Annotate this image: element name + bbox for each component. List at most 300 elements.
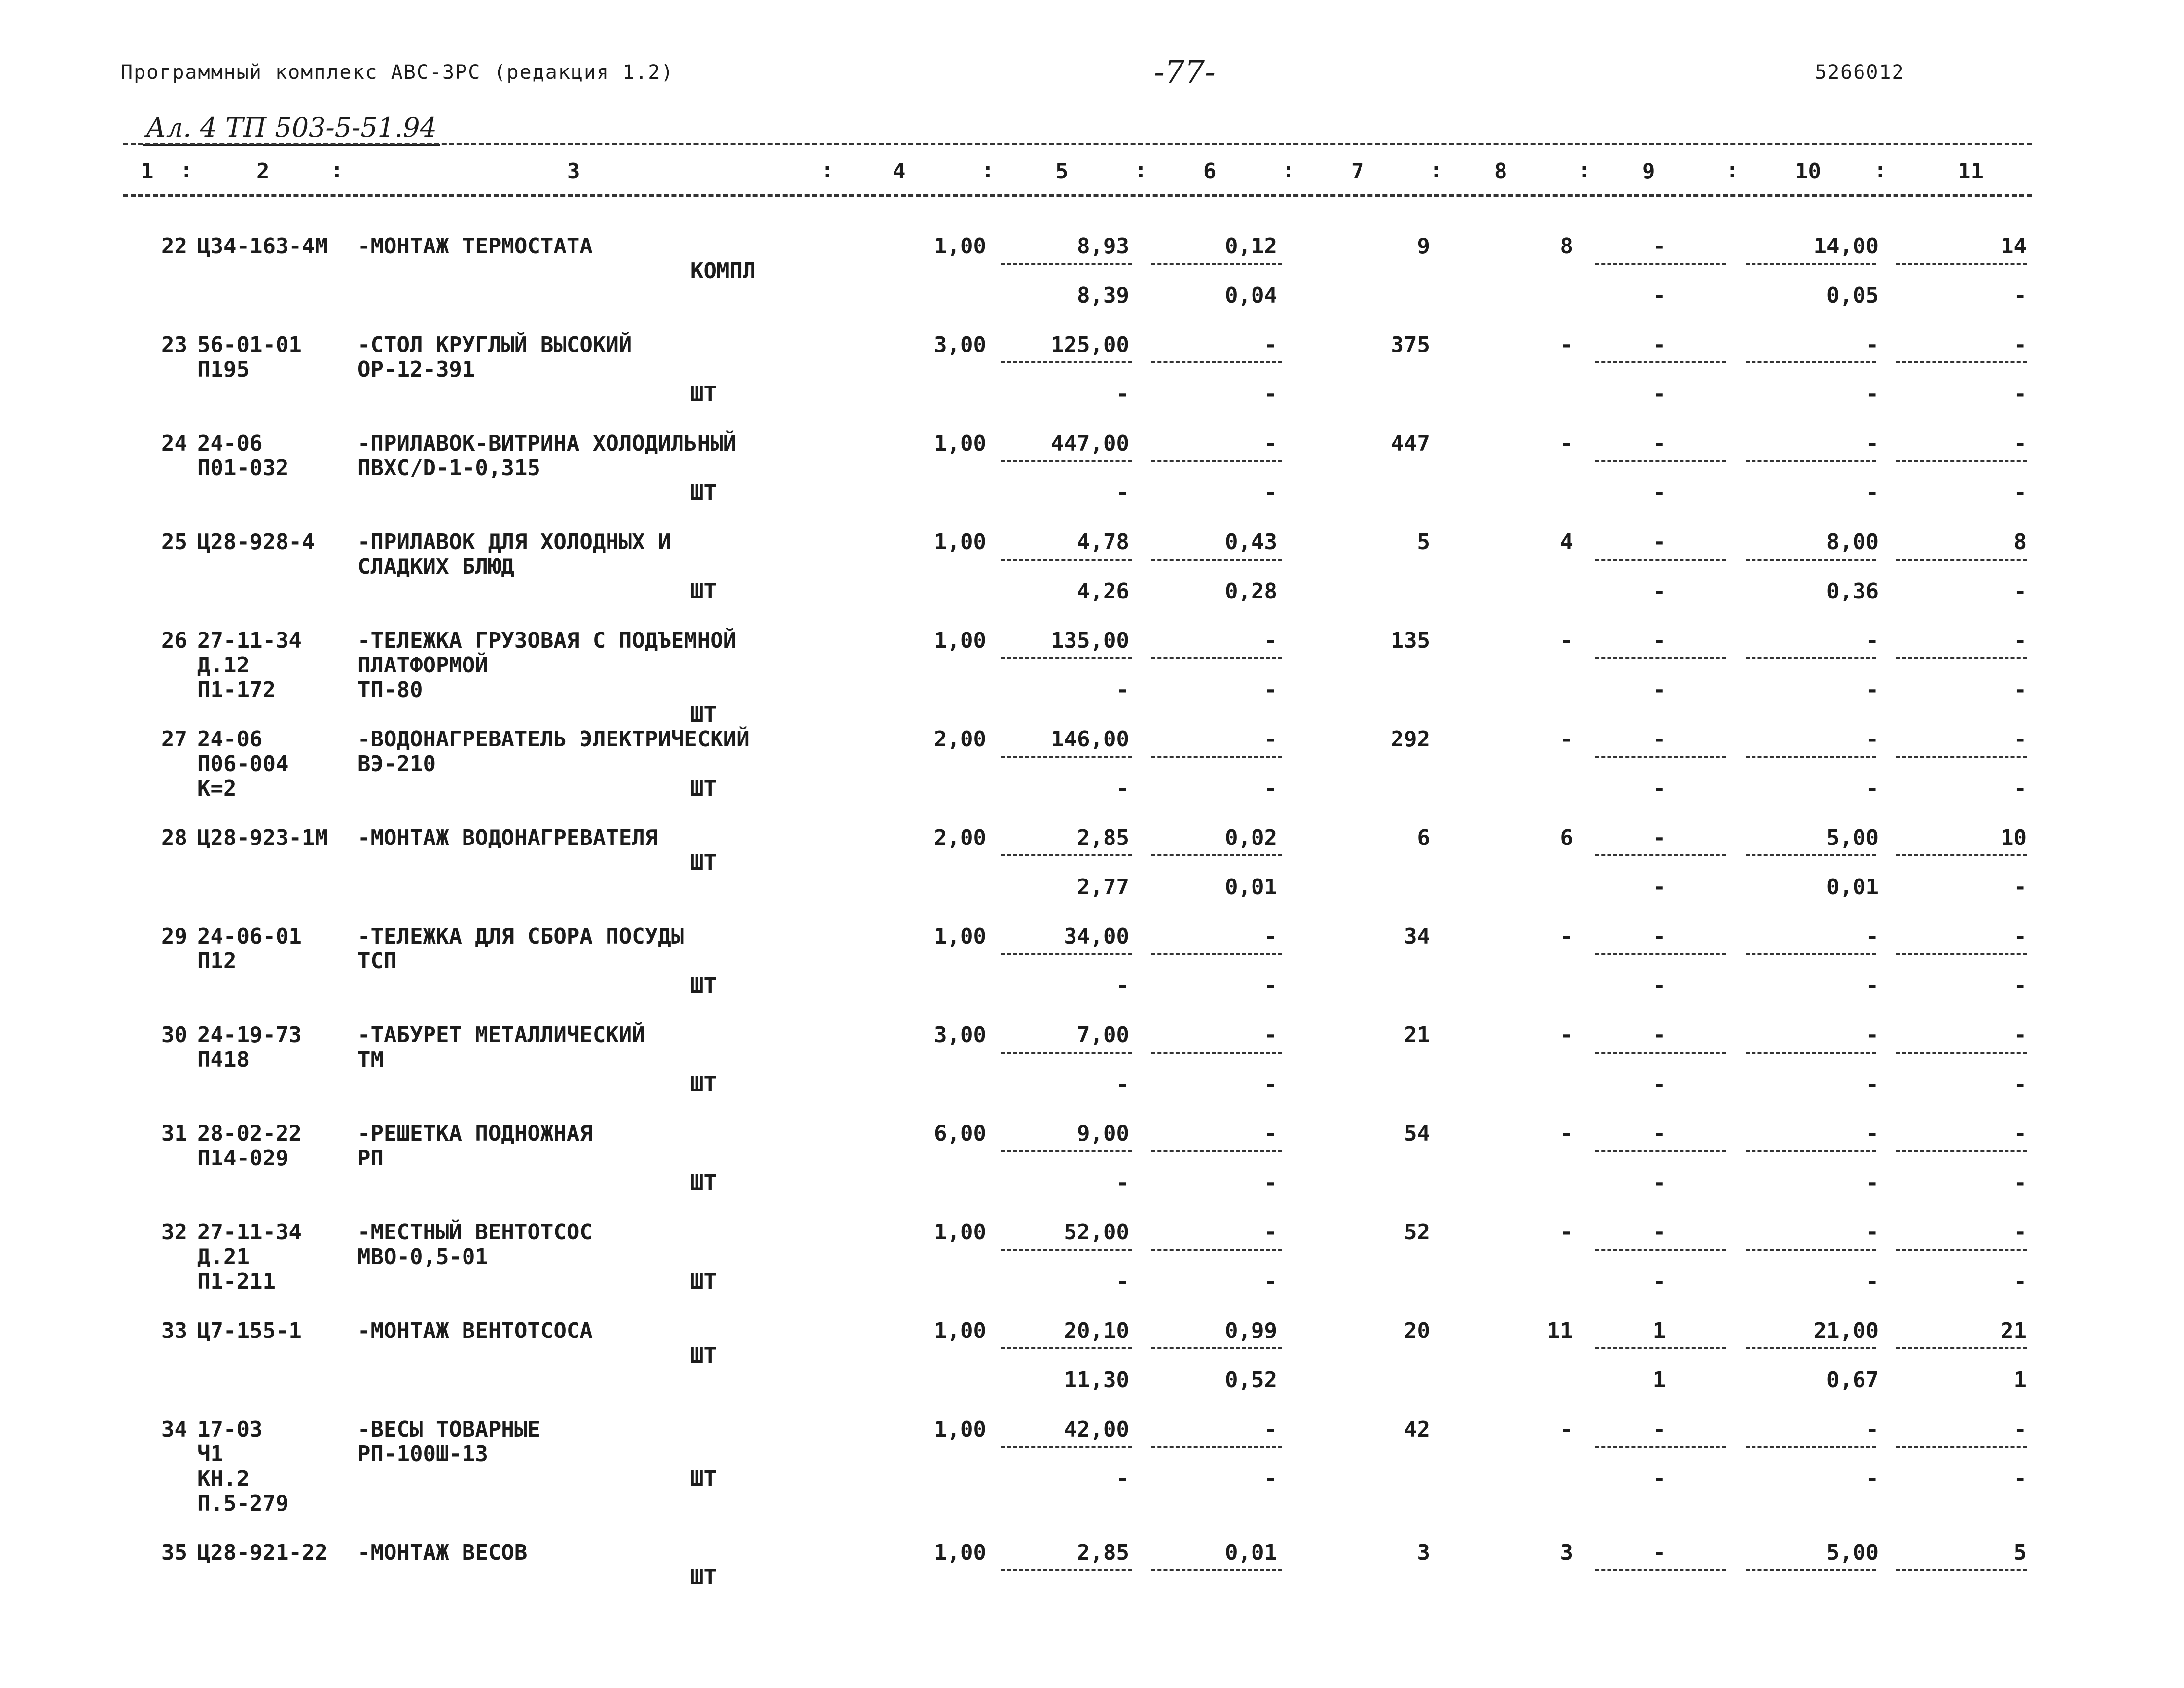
value-divider	[1595, 756, 1726, 758]
value-c10: -	[1865, 1022, 1879, 1048]
value-divider	[1151, 1569, 1282, 1571]
quantity: 3,00	[934, 1022, 986, 1048]
item-code: Ц28-921-22	[197, 1540, 328, 1565]
unit-of-measure: ШТ	[690, 776, 716, 801]
value-c5-sub: -	[1116, 382, 1129, 407]
value-c11-sub: -	[2013, 875, 2027, 900]
value-divider	[1001, 460, 1132, 462]
value-divider	[1746, 1150, 1876, 1152]
value-c5-sub: -	[1116, 480, 1129, 505]
value-c5-sub: 4,26	[1077, 579, 1129, 604]
item-code: П195	[197, 357, 250, 382]
item-name: ОР-12-391	[358, 357, 475, 382]
wage-cost: -	[1560, 1417, 1573, 1442]
total-cost: 3	[1417, 1540, 1430, 1565]
value-divider	[1595, 1569, 1726, 1571]
row-number: 24	[161, 431, 187, 456]
value-divider	[1151, 657, 1282, 659]
value-c10-sub: 0,01	[1826, 875, 1879, 900]
value-c11: -	[2013, 924, 2027, 949]
quantity: 1,00	[934, 1220, 986, 1245]
item-code: КН.2	[197, 1466, 250, 1491]
item-name: РП-100Ш-13	[358, 1442, 488, 1467]
quantity: 1,00	[934, 431, 986, 456]
quantity: 1,00	[934, 628, 986, 653]
wage-cost: -	[1560, 924, 1573, 949]
value-c6-sub: 0,04	[1225, 283, 1277, 308]
value-c10: -	[1865, 628, 1879, 653]
total-cost: 135	[1391, 628, 1430, 653]
value-c10-sub: -	[1865, 480, 1879, 505]
value-c10-sub: 0,67	[1826, 1368, 1879, 1393]
value-c5: 4,78	[1077, 529, 1129, 555]
value-c9-sub: -	[1652, 1072, 1666, 1097]
item-name: СЛАДКИХ БЛЮД	[358, 554, 514, 579]
value-c5: 52,00	[1064, 1220, 1129, 1245]
value-c10-sub: -	[1865, 973, 1879, 998]
quantity: 1,00	[934, 1318, 986, 1343]
unit-of-measure: ШТ	[690, 480, 716, 505]
quantity: 3,00	[934, 332, 986, 357]
value-c10: 5,00	[1826, 825, 1879, 850]
wage-cost: 3	[1560, 1540, 1573, 1565]
value-c10-sub: -	[1865, 1170, 1879, 1196]
value-c11: 10	[2001, 825, 2027, 850]
value-c6: -	[1264, 1417, 1277, 1442]
total-cost: 34	[1404, 924, 1430, 949]
document-code: 5266012	[1815, 61, 1905, 84]
wage-cost: -	[1560, 727, 1573, 752]
item-code: П.5-279	[197, 1491, 289, 1516]
column-header-4: 4	[893, 159, 906, 184]
value-c11-sub: -	[2013, 283, 2027, 308]
value-divider	[1151, 756, 1282, 758]
value-c11-sub: -	[2013, 1269, 2027, 1294]
value-c6: -	[1264, 628, 1277, 653]
column-separator: ∶	[1578, 159, 1591, 184]
value-divider	[1151, 361, 1282, 363]
value-c11: 8	[2013, 529, 2027, 555]
value-divider	[1595, 657, 1726, 659]
item-code: 56-01-01	[197, 332, 302, 357]
value-c5: 125,00	[1051, 332, 1129, 357]
value-c9: -	[1652, 1540, 1666, 1565]
total-cost: 42	[1404, 1417, 1430, 1442]
value-divider	[1595, 953, 1726, 955]
value-c9: -	[1652, 1121, 1666, 1146]
value-c11-sub: -	[2013, 1466, 2027, 1491]
value-divider	[1151, 953, 1282, 955]
value-c6-sub: -	[1264, 973, 1277, 998]
value-c10: 8,00	[1826, 529, 1879, 555]
value-c10: 21,00	[1813, 1318, 1879, 1343]
item-code: 17-03	[197, 1417, 263, 1442]
item-name: -ПРИЛАВОК-ВИТРИНА ХОЛОДИЛЬНЫЙ	[358, 431, 737, 456]
value-c9: -	[1652, 825, 1666, 850]
item-code: П12	[197, 949, 237, 974]
unit-of-measure: ШТ	[690, 1269, 716, 1294]
item-code: Ц28-923-1М	[197, 825, 328, 850]
total-cost: 52	[1404, 1220, 1430, 1245]
row-number: 33	[161, 1318, 187, 1343]
item-code: К=2	[197, 776, 237, 801]
item-code: Д.12	[197, 653, 250, 678]
value-divider	[1896, 460, 2027, 462]
unit-of-measure: КОМПЛ	[690, 258, 756, 283]
item-name: -ВЕСЫ ТОВАРНЫЕ	[358, 1417, 540, 1442]
value-c9-sub: 1	[1652, 1368, 1666, 1393]
value-divider	[1595, 460, 1726, 462]
item-name: -МОНТАЖ ВЕСОВ	[358, 1540, 528, 1565]
wage-cost: 6	[1560, 825, 1573, 850]
value-divider	[1001, 1249, 1132, 1251]
value-c10: -	[1865, 1220, 1879, 1245]
item-code: Ц7-155-1	[197, 1318, 302, 1343]
value-divider	[1595, 263, 1726, 265]
item-name: -МОНТАЖ ВЕНТОТСОСА	[358, 1318, 593, 1343]
item-name: ТСП	[358, 949, 397, 974]
item-name: -МОНТАЖ ТЕРМОСТАТА	[358, 234, 593, 259]
value-divider	[1001, 756, 1132, 758]
wage-cost: -	[1560, 1022, 1573, 1048]
item-name: -ТАБУРЕТ МЕТАЛЛИЧЕСКИЙ	[358, 1022, 645, 1048]
value-c10: -	[1865, 1121, 1879, 1146]
value-divider	[1151, 1150, 1282, 1152]
value-c6-sub: 0,52	[1225, 1368, 1277, 1393]
page-number: -77-	[1154, 54, 1216, 91]
quantity: 2,00	[934, 825, 986, 850]
item-code: П418	[197, 1047, 250, 1072]
wage-cost: 4	[1560, 529, 1573, 555]
value-divider	[1001, 953, 1132, 955]
value-c6-sub: -	[1264, 1170, 1277, 1196]
value-c11: 14	[2001, 234, 2027, 259]
quantity: 1,00	[934, 529, 986, 555]
value-c6: -	[1264, 1220, 1277, 1245]
value-divider	[1746, 756, 1876, 758]
value-c11-sub: 1	[2013, 1368, 2027, 1393]
item-code: 24-06-01	[197, 924, 302, 949]
value-divider	[1896, 263, 2027, 265]
value-c6: -	[1264, 431, 1277, 456]
value-c11: -	[2013, 1417, 2027, 1442]
item-code: Д.21	[197, 1244, 250, 1269]
value-divider	[1746, 1052, 1876, 1054]
row-number: 23	[161, 332, 187, 357]
value-c9-sub: -	[1652, 1170, 1666, 1196]
column-header-7: 7	[1351, 159, 1364, 184]
value-divider	[1001, 361, 1132, 363]
value-c10-sub: -	[1865, 1269, 1879, 1294]
value-c9: -	[1652, 332, 1666, 357]
column-separator: ∶	[1874, 159, 1887, 184]
item-name: -МОНТАЖ ВОДОНАГРЕВАТЕЛЯ	[358, 825, 658, 850]
value-divider	[1896, 559, 2027, 561]
column-separator: ∶	[180, 159, 193, 184]
column-header-11: 11	[1958, 159, 1984, 184]
value-c11-sub: -	[2013, 677, 2027, 703]
value-divider	[1896, 756, 2027, 758]
column-header-6: 6	[1203, 159, 1217, 184]
item-name: ТМ	[358, 1047, 384, 1072]
total-cost: 9	[1417, 234, 1430, 259]
value-c11: -	[2013, 1022, 2027, 1048]
item-name: -МЕСТНЫЙ ВЕНТОТСОС	[358, 1220, 593, 1245]
wage-cost: 11	[1547, 1318, 1573, 1343]
value-c5: 20,10	[1064, 1318, 1129, 1343]
column-separator: ∶	[821, 159, 834, 184]
value-c9: -	[1652, 1417, 1666, 1442]
quantity: 1,00	[934, 1540, 986, 1565]
album-reference: Ал. 4 ТП 503-5-51.94	[143, 111, 440, 146]
value-divider	[1595, 854, 1726, 856]
value-c5-sub: -	[1116, 1072, 1129, 1097]
value-c11: -	[2013, 332, 2027, 357]
value-c11-sub: -	[2013, 382, 2027, 407]
value-c5-sub: -	[1116, 776, 1129, 801]
column-header-1: 1	[141, 159, 154, 184]
value-c5: 146,00	[1051, 727, 1129, 752]
value-divider	[1151, 1249, 1282, 1251]
value-divider	[1896, 361, 2027, 363]
value-c5-sub: -	[1116, 1269, 1129, 1294]
value-c6: -	[1264, 1022, 1277, 1048]
value-c6: 0,43	[1225, 529, 1277, 555]
row-number: 30	[161, 1022, 187, 1048]
value-divider	[1151, 460, 1282, 462]
row-number: 25	[161, 529, 187, 555]
value-c9: -	[1652, 529, 1666, 555]
item-code: Ц28-928-4	[197, 529, 315, 555]
row-number: 28	[161, 825, 187, 850]
value-c9: -	[1652, 727, 1666, 752]
value-divider	[1896, 854, 2027, 856]
value-c6-sub: -	[1264, 480, 1277, 505]
value-c5: 42,00	[1064, 1417, 1129, 1442]
unit-of-measure: ШТ	[690, 579, 716, 604]
column-header-5: 5	[1055, 159, 1069, 184]
value-c9-sub: -	[1652, 1269, 1666, 1294]
quantity: 1,00	[934, 924, 986, 949]
column-separator: ∶	[1282, 159, 1295, 184]
unit-of-measure: ШТ	[690, 1466, 716, 1491]
item-code: П14-029	[197, 1146, 289, 1171]
header-rule-bottom	[123, 194, 2032, 197]
value-c6: 0,99	[1225, 1318, 1277, 1343]
value-c9-sub: -	[1652, 1466, 1666, 1491]
value-c10: -	[1865, 431, 1879, 456]
value-c11: -	[2013, 1121, 2027, 1146]
item-code: П06-004	[197, 751, 289, 776]
value-c9: 1	[1652, 1318, 1666, 1343]
item-code: 24-06	[197, 431, 263, 456]
value-c9: -	[1652, 234, 1666, 259]
value-c5: 8,93	[1077, 234, 1129, 259]
value-divider	[1151, 263, 1282, 265]
value-divider	[1746, 854, 1876, 856]
unit-of-measure: ШТ	[690, 382, 716, 407]
value-c11: 5	[2013, 1540, 2027, 1565]
value-c10: 14,00	[1813, 234, 1879, 259]
wage-cost: -	[1560, 1220, 1573, 1245]
item-name: -ВОДОНАГРЕВАТЕЛЬ ЭЛЕКТРИЧЕСКИЙ	[358, 727, 750, 752]
value-divider	[1001, 1347, 1132, 1349]
value-c5: 447,00	[1051, 431, 1129, 456]
value-divider	[1151, 1347, 1282, 1349]
item-name: ПЛАТФОРМОЙ	[358, 653, 488, 678]
value-divider	[1151, 1446, 1282, 1448]
value-divider	[1595, 1052, 1726, 1054]
item-name: ТП-80	[358, 677, 423, 703]
value-c9-sub: -	[1652, 875, 1666, 900]
item-name: -ТЕЛЕЖКА ГРУЗОВАЯ С ПОДЪЕМНОЙ	[358, 628, 737, 653]
value-divider	[1746, 1249, 1876, 1251]
column-separator: ∶	[981, 159, 995, 184]
wage-cost: 8	[1560, 234, 1573, 259]
value-c5-sub: -	[1116, 1170, 1129, 1196]
value-c5-sub: -	[1116, 973, 1129, 998]
value-c5-sub: 2,77	[1077, 875, 1129, 900]
value-c10: 5,00	[1826, 1540, 1879, 1565]
value-c11: -	[2013, 1220, 2027, 1245]
value-c9: -	[1652, 628, 1666, 653]
value-divider	[1001, 1052, 1132, 1054]
column-header-2: 2	[256, 159, 270, 184]
item-name: -СТОЛ КРУГЛЫЙ ВЫСОКИЙ	[358, 332, 632, 357]
value-divider	[1896, 1446, 2027, 1448]
row-number: 35	[161, 1540, 187, 1565]
column-header-8: 8	[1494, 159, 1507, 184]
value-divider	[1151, 559, 1282, 561]
value-c9-sub: -	[1652, 973, 1666, 998]
value-divider	[1001, 559, 1132, 561]
total-cost: 5	[1417, 529, 1430, 555]
value-c5-sub: 8,39	[1077, 283, 1129, 308]
row-number: 22	[161, 234, 187, 259]
value-c11: -	[2013, 727, 2027, 752]
value-divider	[1896, 1347, 2027, 1349]
value-c11-sub: -	[2013, 1170, 2027, 1196]
value-divider	[1746, 559, 1876, 561]
value-c10-sub: -	[1865, 1072, 1879, 1097]
column-separator: ∶	[1726, 159, 1739, 184]
item-code: 28-02-22	[197, 1121, 302, 1146]
value-c11-sub: -	[2013, 776, 2027, 801]
total-cost: 6	[1417, 825, 1430, 850]
value-c5-sub: 11,30	[1064, 1368, 1129, 1393]
value-c9-sub: -	[1652, 382, 1666, 407]
unit-of-measure: ШТ	[690, 1343, 716, 1368]
column-separator: ∶	[330, 159, 344, 184]
value-c6-sub: -	[1264, 1072, 1277, 1097]
value-c6-sub: -	[1264, 1466, 1277, 1491]
value-c11-sub: -	[2013, 1072, 2027, 1097]
unit-of-measure: ШТ	[690, 1072, 716, 1097]
value-c5: 7,00	[1077, 1022, 1129, 1048]
unit-of-measure: ШТ	[690, 850, 716, 875]
value-divider	[1001, 657, 1132, 659]
total-cost: 292	[1391, 727, 1430, 752]
column-header-3: 3	[567, 159, 580, 184]
value-c6-sub: -	[1264, 776, 1277, 801]
value-c9-sub: -	[1652, 776, 1666, 801]
value-c10: -	[1865, 1417, 1879, 1442]
item-name: -РЕШЕТКА ПОДНОЖНАЯ	[358, 1121, 593, 1146]
value-divider	[1746, 460, 1876, 462]
value-divider	[1896, 953, 2027, 955]
value-divider	[1746, 1446, 1876, 1448]
unit-of-measure: ШТ	[690, 1170, 716, 1196]
column-separator: ∶	[1430, 159, 1443, 184]
value-c9: -	[1652, 1220, 1666, 1245]
item-code: 27-11-34	[197, 1220, 302, 1245]
value-c6-sub: -	[1264, 677, 1277, 703]
item-code: 24-06	[197, 727, 263, 752]
value-divider	[1001, 1446, 1132, 1448]
value-divider	[1151, 1052, 1282, 1054]
value-divider	[1746, 953, 1876, 955]
quantity: 1,00	[934, 234, 986, 259]
value-divider	[1001, 1569, 1132, 1571]
value-c11: -	[2013, 628, 2027, 653]
value-c10-sub: -	[1865, 776, 1879, 801]
item-code: П1-211	[197, 1269, 276, 1294]
value-divider	[1151, 854, 1282, 856]
value-divider	[1896, 1052, 2027, 1054]
program-header: Программный комплекс АВС-3РС (редакция 1.2)	[121, 61, 674, 84]
quantity: 1,00	[934, 1417, 986, 1442]
item-name: МВО-0,5-01	[358, 1244, 488, 1269]
value-c9-sub: -	[1652, 283, 1666, 308]
value-c5: 34,00	[1064, 924, 1129, 949]
value-c9-sub: -	[1652, 677, 1666, 703]
value-c9: -	[1652, 431, 1666, 456]
row-number: 27	[161, 727, 187, 752]
item-code: 24-19-73	[197, 1022, 302, 1048]
value-c9: -	[1652, 1022, 1666, 1048]
value-c6: 0,02	[1225, 825, 1277, 850]
item-name: -ПРИЛАВОК ДЛЯ ХОЛОДНЫХ И	[358, 529, 671, 555]
value-c11-sub: -	[2013, 480, 2027, 505]
value-c6: -	[1264, 332, 1277, 357]
wage-cost: -	[1560, 332, 1573, 357]
quantity: 2,00	[934, 727, 986, 752]
value-c6: -	[1264, 727, 1277, 752]
value-c9: -	[1652, 924, 1666, 949]
item-name: ВЭ-210	[358, 751, 436, 776]
value-c5-sub: -	[1116, 677, 1129, 703]
quantity: 6,00	[934, 1121, 986, 1146]
value-c10: -	[1865, 332, 1879, 357]
value-c10: -	[1865, 924, 1879, 949]
value-c11-sub: -	[2013, 579, 2027, 604]
value-c5: 9,00	[1077, 1121, 1129, 1146]
unit-of-measure: ШТ	[690, 1565, 716, 1590]
value-c10-sub: -	[1865, 1466, 1879, 1491]
value-c11: 21	[2001, 1318, 2027, 1343]
item-code: Ч1	[197, 1442, 223, 1467]
item-code: Ц34-163-4М	[197, 234, 328, 259]
value-divider	[1001, 1150, 1132, 1152]
value-divider	[1746, 657, 1876, 659]
value-c10-sub: 0,36	[1826, 579, 1879, 604]
row-number: 26	[161, 628, 187, 653]
value-divider	[1595, 559, 1726, 561]
value-divider	[1746, 1569, 1876, 1571]
value-divider	[1001, 263, 1132, 265]
value-divider	[1896, 1150, 2027, 1152]
value-c11-sub: -	[2013, 973, 2027, 998]
